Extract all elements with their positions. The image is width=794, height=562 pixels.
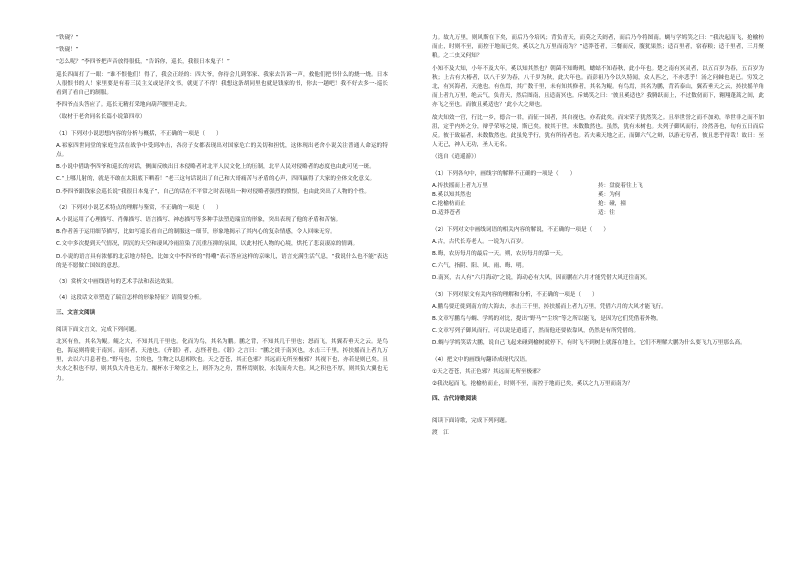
option-d: D.小说的语言具有浓郁的北京地方特色，比如文中李四爷的“得嘞”表示答应这样的京味儿，语言充满生活气息，“我说什么也不能”表达的是不愿做亡国奴的意思。 bbox=[56, 253, 388, 269]
classical-passage: 故夫知效一官，行比一乡，德合一君，而征一国者，其自视也，亦若此矣。而宋荣子犹然笑之。且举世誉之而不加劝，举世非之而不加沮，定乎内外之分，辩乎荣辱之境，斯已矣。彼其于世，未数数然也。虽然，犹有未树也。夫列子御风而行，泠然善也，旬有五日而后反。彼于致福者，未数数然也。此虽免乎行，犹有所待者也。若夫乘天地之正，而御六气之辩，以游无穷者，彼且恶乎待哉！故曰：至人无己，神人无功，圣人无名。 bbox=[432, 114, 764, 149]
source-note: （取材于老舍同名长篇小说第四章） bbox=[56, 114, 146, 121]
right-column bbox=[432, 34, 764, 562]
option-c: C.文中多次提到天气情况，阴沉的天空和凄风冷雨渲染了沉重压抑的氛围，以此衬托人物的心境，烘托了悲哀凄凉的情调。 bbox=[56, 241, 359, 248]
dialogue-line: “铁砚？” bbox=[56, 35, 79, 41]
instruction: 阅读下面文言文，完成下列问题。 bbox=[56, 326, 140, 333]
question-1-options bbox=[432, 182, 764, 219]
sentence-1: ①天之苍苍，其正色邪？其远而无所至极邪？ bbox=[432, 368, 544, 375]
spacer bbox=[432, 408, 764, 417]
option-b: B.晦，农历每月的最后一天。朔，农历每月的第一天。 bbox=[432, 251, 567, 258]
option-d: D.蜩与学鸠笑话大鹏，说自己飞起来碰到榆树就停下，有时飞不到树上就落在地上，它们不理解大鹏为什么要飞九万里那么高。 bbox=[432, 340, 746, 347]
question-4: （4）这段话文章塑造了瑞宣怎样的形象特征？请简要分析。 bbox=[56, 295, 205, 302]
classical-passage: 力。故九万里，则风斯在下矣，而后乃今培风；背负青天，而莫之夭阏者，而后乃今将图南。蜩与学鸠笑之曰：“我决起而飞，抢榆枋而止，时则不至，而控于地而已矣，奚以之九万里而南为？”适莽苍者，三餐而反，腹犹果然；适百里者，宿舂粮；适千里者，三月聚粮。之二虫又何知？ bbox=[432, 35, 764, 60]
option-a: A.祁家四世同堂的家庭生活在战争中受到冲击，各房子女都表现出对国家危亡的关切和担忧，这体现出老舍小说关注普通人命运的特点。 bbox=[56, 142, 388, 159]
option-d: D.适莽苍者 bbox=[432, 210, 461, 217]
story-paragraph: 巡长四面打了一眼：“谁不恨他们！得了，我会正经的：四大爷，你待会儿到邻家、我家去告诉一声，救他们把书什么的烧一烧。日本人很恨书的人！家里要是有着三民主义或是洋文书，就更了不得！我想这条胡同里也就是钱家的书，你去一趟吧！我不好去多一-巡长看到了看自己的制服。 bbox=[56, 71, 388, 97]
option-b: B.小说中借助李四爷和巡长的对话，侧面反映出日本侵略者对北平人民文化上的压制，北平人民对侵略者的态度也由此可见一斑。 bbox=[56, 164, 375, 171]
question-2: （2）下列对小说艺术特点的理解与鉴赏，不正确的一项是（ ） bbox=[56, 204, 222, 211]
section-heading: 四、古代诗歌阅读 bbox=[432, 396, 477, 403]
option-c: C.“上哪儿射的，就是不敢在太阳底下晒着！”老三这句话说出了自己和大哥痛苦与矛盾的心声，四四赢得了大家的全体文化意义。 bbox=[56, 176, 376, 183]
option-a: A.抟扶摇而上者九万里 bbox=[432, 182, 488, 189]
option-c: C.六气，指阴、阳、风、雨、晦、明。 bbox=[432, 263, 528, 270]
option-c: C.抢榆枋而止 bbox=[432, 201, 466, 208]
story-paragraph: 李四爷点头答应了。巡长无精打采地向葫芦腰里走去。 bbox=[56, 102, 191, 109]
classical-passage: 北冥有鱼，其名为鲲。鲲之大，不知其几千里也。化而为鸟，其名为鹏。鹏之背，不知其几千里也；怒而飞，其翼若垂天之云。是鸟也，海运则将徙于南冥。南冥者，天池也。《齐谐》者，志怪者也。《谐》之言曰：“鹏之徙于南冥也，水击三千里，抟扶摇而上者九万里，去以六月息者也。”野马也，尘埃也，生物之以息相吹也。天之苍苍，其正色邪？其远而无所至极邪？其视下也，亦若是则已矣。且夫水之积也不厚，则其负大舟也无力。覆杯水于坳堂之上，则芥为之舟，置杯焉则胶，水浅而舟大也。风之积也不厚，则其负大翼也无力。 bbox=[56, 338, 388, 382]
poem-title: 渡 江 bbox=[432, 429, 449, 436]
question-1: （1）下列对小说思想内容的分析与概括，不正确的一项是（ ） bbox=[56, 130, 222, 137]
question-2: （2）下列对文中画线词语的相关内容的解说，不正确的一项是（ ） bbox=[432, 226, 609, 233]
dialogue-line: “铁砚！” bbox=[56, 47, 79, 54]
section-heading: 三、文言文阅读 bbox=[56, 310, 96, 317]
sentence-2: ②我决起而飞，抢榆枋而止，时则不至，而控于地而已矣，奚以之九万里而南为？ bbox=[432, 381, 633, 388]
source-note: （选自《逍遥游》） bbox=[432, 154, 480, 161]
option-d: D.南冥，古人有“六月海动”之说，海动必有大风，因而鹏在六月才能凭借大风迁往南冥。 bbox=[432, 275, 651, 282]
left-column bbox=[56, 34, 388, 562]
option-a: A.小说运用了心理描写、肖像描写、语言描写、神态描写等多种手法塑造瑞宣的形象，突出表现了他的矛盾和苦恼。 bbox=[56, 217, 342, 224]
classical-passage: 小知不及大知，小年不及大年。奚以知其然也？朝菌不知晦朔，蟪蛄不知春秋，此小年也。楚之南有冥灵者，以五百岁为春，五百岁为秋；上古有大椿者，以八千岁为春，八千岁为秋，此大年也。而彭祖乃今以久特闻，众人匹之，不亦悲乎！汤之问棘也是已。穷发之北，有冥海者，天池也。有鱼焉，其广数千里，未有知其修者，其名为鲲。有鸟焉，其名为鹏，背若泰山，翼若垂天之云，抟扶摇羊角而上者九万里，绝云气，负青天，然后图南，且适南冥也。斥鴳笑之曰：‘彼且奚适也？我腾跃而上，不过数仞而下，翱翔蓬蒿之间，此亦飞之至也。而彼且奚适也？’此小大之辩也。 bbox=[432, 65, 764, 109]
option-a: A.鹏鸟要迁徙到南方的大海去，水击三千里，抟扶摇而上者九万里，凭借六月的大风才能飞行。 bbox=[432, 303, 667, 310]
option-b-gloss: 奚：为何 bbox=[598, 192, 621, 199]
question-3: （3）赏析文中画线语句的艺术手法和表达效果。 bbox=[56, 279, 178, 286]
dialogue-line: “怎么呢？”李四爷把声音放得很低，“告诉你，巡长，我很日本鬼子！” bbox=[56, 59, 230, 66]
option-a: A.古，古代长寿老人。一说为八百岁。 bbox=[432, 238, 528, 245]
instruction: 阅读下面诗歌，完成下列问题。 bbox=[432, 417, 511, 424]
option-b: B.奚以知其然也 bbox=[432, 192, 472, 199]
option-a-gloss: 抟：盘旋着往上飞 bbox=[598, 182, 643, 189]
question-4: （4）把文中的画线句翻译成现代汉语。 bbox=[432, 356, 531, 363]
question-1: （1）下列各句中，画线字的解释不正确的一项是（ ） bbox=[432, 170, 576, 177]
question-3: （3）下列对原文有关内容的理解和分析，不正确的一项是（ ） bbox=[432, 291, 598, 298]
option-c-gloss: 抢：碰，撞 bbox=[598, 201, 626, 208]
option-b: B.文章写鹏鸟与蜩、学鸠的对比，提出“野马”“尘埃”等之所以能飞，是因为它们凭借着外物。 bbox=[432, 316, 662, 323]
option-b: B.作者善于运用细节描写，比如写巡长看自己的制服这一细节，形象地揭示了其内心的复杂情感，令人回味无穷。 bbox=[56, 229, 336, 236]
option-d-gloss: 适：往 bbox=[598, 210, 615, 217]
option-c: C.文章写列子御风而行，可以说是逍遥了，然而他还要依靠风，仍然是有所凭借的。 bbox=[432, 328, 640, 335]
option-d: D.李四爷跟钱家会巡长说“我很日本鬼子”，自己的话在不平常之时表现出一种对侵略者强烈的愤恨，也由此突出了人物的个性。 bbox=[56, 188, 370, 195]
